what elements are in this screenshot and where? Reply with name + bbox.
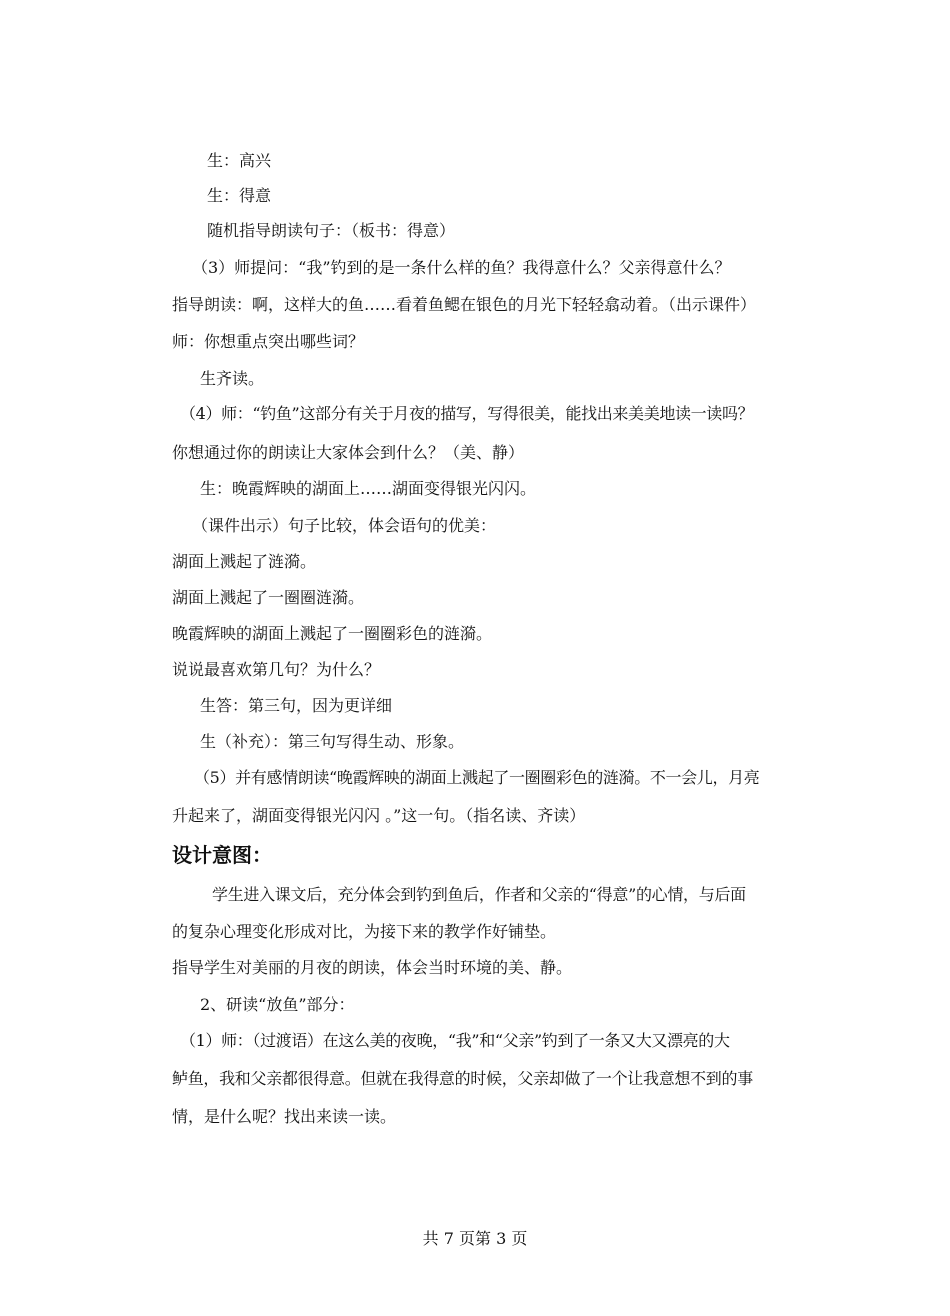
- text-line: （5）并有感情朗读“晚霞辉映的湖面上溅起了一圈圈彩色的涟漪。不一会儿，月亮: [194, 768, 760, 787]
- text-line: 升起来了，湖面变得银光闪闪 。”这一句。（指名读、齐读）: [172, 806, 586, 825]
- text-line: 指导学生对美丽的月夜的朗读，体会当时环境的美、静。: [172, 958, 573, 977]
- section-heading: 设计意图：: [172, 843, 272, 867]
- text-line: 生答：第三句，因为更详细: [200, 696, 393, 715]
- text-line: 生齐读。: [200, 369, 265, 388]
- text-line: 鲈鱼，我和父亲都很得意。但就在我得意的时候，父亲却做了一个让我意想不到的事: [172, 1069, 753, 1088]
- text-line: 说说最喜欢第几句？为什么？: [172, 660, 381, 679]
- text-line: （4）师：“钓鱼”这部分有关于月夜的描写，写得很美，能找出来美美地读一读吗？: [180, 404, 754, 423]
- page-footer: 共 7 页第 3 页: [422, 1229, 528, 1248]
- text-line: 指导朗读：啊，这样大的鱼……看着鱼鳃在银色的月光下轻轻翕动着。（出示课件）: [172, 295, 757, 314]
- text-line: 生：高兴: [207, 151, 272, 170]
- text-line: 的复杂心理变化形成对比，为接下来的教学作好铺垫。: [172, 922, 557, 941]
- text-line: 你想通过你的朗读让大家体会到什么？（美、静）: [172, 443, 525, 462]
- text-line: （1）师：（过渡语）在这么美的夜晚，“我”和“父亲”钓到了一条又大又漂亮的大: [180, 1031, 730, 1050]
- text-line: 生：晚霞辉映的湖面上……湖面变得银光闪闪。: [200, 479, 537, 498]
- text-line: 学生进入课文后，充分体会到钓到鱼后，作者和父亲的“得意”的心情，与后面: [212, 885, 746, 904]
- text-line: 师：你想重点突出哪些词？: [172, 332, 365, 351]
- text-line: 湖面上溅起了一圈圈涟漪。: [172, 588, 365, 607]
- text-line: 情，是什么呢？找出来读一读。: [172, 1107, 397, 1126]
- text-line: （3）师提问：“我”钓到的是一条什么样的鱼？我得意什么？父亲得意什么？: [192, 258, 731, 277]
- text-line: 生（补充）：第三句写得生动、形象。: [200, 732, 465, 751]
- text-line: 晚霞辉映的湖面上溅起了一圈圈彩色的涟漪。: [172, 624, 493, 643]
- text-line: 随机指导朗读句子：（板书：得意）: [207, 221, 456, 240]
- text-line: 生：得意: [207, 186, 272, 205]
- text-line: （课件出示）句子比较，体会语句的优美：: [192, 516, 497, 535]
- text-line: 2、研读“放鱼”部分：: [200, 995, 355, 1014]
- text-line: 湖面上溅起了涟漪。: [172, 552, 317, 571]
